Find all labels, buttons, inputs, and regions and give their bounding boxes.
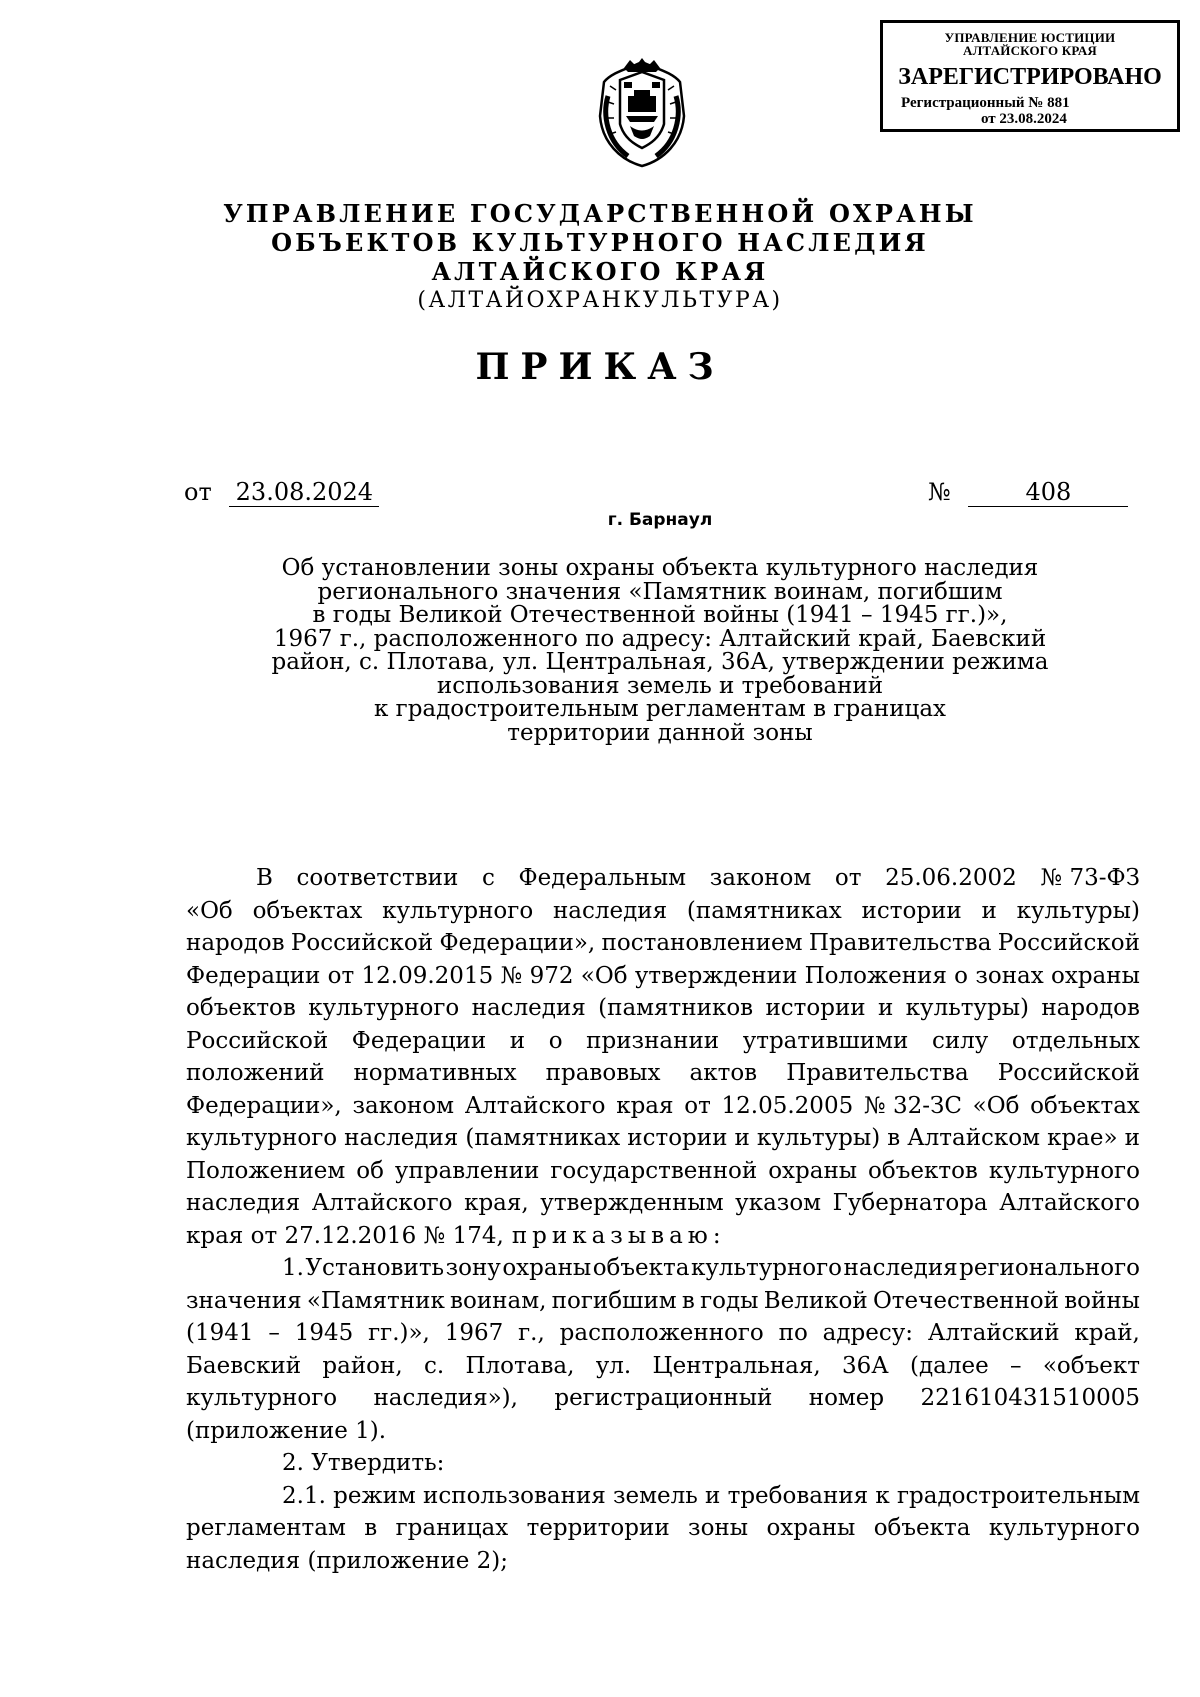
word: культуры) [1016,897,1140,924]
subject-line: территории данной зоны [507,719,813,746]
word: Федерации [186,962,321,989]
word: Алтайского [464,1092,606,1119]
word: объектов [186,995,296,1021]
word: утратившими [742,1027,909,1054]
stamp-dept-line1: УПРАВЛЕНИЕ ЮСТИЦИИ [944,30,1116,45]
word: истории [627,1125,728,1151]
word: Правительства [808,930,992,956]
word: воинам, [450,1287,547,1314]
word: Алтайского [311,1190,453,1216]
word: Федерации», [186,1092,342,1119]
document-subject [200,557,1120,745]
word: значения [186,1287,302,1314]
document-date [184,478,379,507]
word: 12.09.2015 [361,962,494,989]
date-prefix: от [184,478,212,506]
word: Алтайском [907,1125,1041,1151]
word: актов [689,1060,758,1086]
word: 221610431510005 [920,1385,1140,1411]
subject-line: к градостроительным регламентам в границах [373,696,947,722]
word: указом [735,1190,822,1216]
word: номер [808,1385,885,1411]
word: охраны [768,1157,858,1184]
word: в [887,1125,901,1151]
word: края [616,1092,674,1119]
word: законом [709,865,812,891]
org-header [0,199,1200,315]
word: Российской [290,930,434,956]
body-line [186,1187,1140,1220]
body-line [186,1252,1140,1285]
word: культурного [382,897,534,924]
body-line: 2. Утвердить: [282,1450,445,1476]
word: «Памятник [306,1287,445,1314]
word: регламентам [186,1515,346,1541]
document-number [928,478,1128,507]
word: 25.06.2002 [885,865,1017,891]
word: Великой [763,1287,868,1314]
word: Федеральным [518,865,687,891]
word: (памятников [598,995,754,1021]
word: в [364,1515,378,1541]
word: с [481,865,495,891]
body-line [186,960,1140,993]
body-line [186,1285,1140,1318]
subject-line: в годы Великой Отечественной войны (1941 – 1945 гг.)», [312,602,1008,628]
city: г. Барнаул [607,510,713,530]
word: (1941 [186,1320,254,1346]
word: объектов [868,1157,978,1184]
body-line [186,1220,1140,1253]
word: и [734,1125,750,1151]
word: гг.)», [368,1320,430,1346]
document-type: ПРИКАЗ [475,346,725,388]
word: земель [613,1482,698,1509]
word: наследия [471,995,586,1021]
word: культуры) [756,1125,881,1151]
body-line [186,1350,1140,1383]
word: ул. [595,1352,632,1379]
body-line [186,1480,1140,1513]
word: крае» [1047,1125,1118,1151]
date-value: 23.08.2024 [229,478,379,507]
word: Положением [186,1157,346,1184]
word: культурного [186,1385,338,1411]
subject-line: Об установлении зоны охраны объекта культурного наследия [281,555,1039,581]
registration-stamp [880,20,1180,132]
body-line [186,1382,1140,1415]
word: расположенного [559,1320,764,1346]
word: культурного [186,1125,338,1151]
word: 1967 [444,1320,504,1346]
word: регистрационный [554,1385,773,1411]
body-text: края от 27.12.2016 № 174, [186,1222,504,1249]
word: от [327,962,355,989]
word: 1945 [294,1320,354,1346]
body-line [186,862,1140,895]
word: № 73-ФЗ [1040,865,1140,891]
word: нормативных [353,1060,517,1086]
order-word: приказываю: [511,1222,726,1249]
word: соответствии [296,865,459,891]
word: по [778,1320,808,1346]
word: Правительства [786,1060,969,1086]
word: использования [423,1482,606,1509]
word: 1. [282,1255,304,1281]
word: и [705,1482,721,1509]
body-line [186,1057,1140,1090]
document-body [186,862,1140,1577]
word: культурного [690,1255,843,1281]
word: охраны [766,1515,856,1541]
word: (далее [910,1352,989,1379]
word: истории [765,995,866,1021]
word: объекта [873,1515,971,1541]
word: об [356,1157,384,1184]
word: края, [464,1190,529,1216]
word: Центральная, [652,1352,821,1379]
word: объектах [1030,1092,1140,1119]
word: годы [700,1287,759,1314]
word: объектах [252,897,363,924]
word: с. [423,1352,445,1379]
word: постановлением [601,930,803,956]
number-prefix: № [928,478,951,506]
body-line [186,1155,1140,1188]
org-line3: АЛТАЙСКОГО КРАЯ [431,257,769,286]
word: наследия [843,1255,958,1281]
word: от [834,865,862,891]
word: «Об [580,962,628,989]
word: и [981,897,997,924]
body-line: наследия (приложение 2); [186,1547,508,1574]
body-line [186,1090,1140,1123]
word: о [954,962,969,989]
word: народов [186,930,285,956]
org-line1: УПРАВЛЕНИЕ ГОСУДАРСТВЕННОЙ ОХРАНЫ [223,199,977,228]
word: Алтайского [999,1190,1140,1216]
word: Установить [305,1255,445,1281]
word: народов [1041,995,1140,1021]
word: Российской [997,1060,1140,1086]
word: зоны [688,1515,749,1541]
word: отдельных [1011,1027,1140,1054]
coat-of-arms-icon [594,56,690,170]
word: охраны [502,1255,592,1281]
subject-line: район, с. Плотава, ул. Центральная, 36А, утверждении режима [271,649,1049,675]
word: к [875,1482,890,1509]
word: Баевский [186,1352,302,1379]
word: объекта [592,1255,690,1281]
word: погибшим [551,1287,677,1314]
word: признании [586,1027,720,1054]
word: о [548,1027,563,1054]
word: и [877,995,894,1021]
word: г., [518,1320,545,1346]
word: – [268,1320,280,1346]
word: Плотава, [465,1352,575,1379]
word: (памятниках [465,1125,621,1151]
body-line [186,895,1140,928]
word: требования [727,1482,869,1509]
word: от [684,1092,711,1119]
word: Положения [804,962,947,989]
body-line [186,1512,1140,1545]
word: зону [445,1255,501,1281]
word: и [1124,1125,1140,1151]
word: Российской [997,930,1140,956]
word: наследия [552,897,668,924]
body-line [186,992,1140,1025]
subject-line: 1967 г., расположенного по адресу: Алтайский край, Баевский [273,625,1047,652]
word: территории [526,1515,670,1541]
stamp-reg-date: от 23.08.2024 [981,111,1067,127]
word: силу [931,1027,989,1054]
word: охраны [1051,962,1140,989]
word: правовых [545,1060,661,1086]
word: край, [1074,1320,1140,1346]
word: положений [186,1060,325,1086]
body-line [186,927,1140,960]
number-value: 408 [968,478,1128,507]
word: режим [333,1482,416,1509]
word: № 32-ЗС [863,1092,962,1119]
word: наследия [344,1125,459,1151]
stamp-reg-number: Регистрационный № 881 [901,95,1070,111]
word: в [681,1287,695,1314]
word: зонах [975,962,1044,989]
stamp-status: ЗАРЕГИСТРИРОВАНО [898,64,1162,90]
word: В [256,865,273,891]
word: утверждении [634,962,798,989]
word: и [509,1027,526,1054]
body-line [186,1122,1140,1155]
word: – [1010,1352,1022,1379]
subject-line: использования земель и требований [436,672,884,699]
stamp-dept-line2: АЛТАЙСКОГО КРАЯ [963,43,1097,58]
word: культурного [988,1515,1140,1541]
word: истории [861,897,962,924]
word: Губернатора [832,1190,988,1216]
org-line4: (АЛТАЙОХРАНКУЛЬТУРА) [417,288,783,313]
body-line [186,1317,1140,1350]
word: государственной [550,1157,758,1184]
word: Федерации», [439,930,596,956]
word: управлении [394,1157,540,1184]
word: адресу: [822,1320,914,1346]
body-line [186,1025,1140,1058]
word: Отечественной [872,1287,1059,1314]
word: № 972 [500,962,574,989]
word: утвержденным [540,1190,724,1216]
word: границах [395,1515,509,1541]
word: 12.05.2005 [721,1092,854,1119]
word: район, [322,1352,403,1379]
word: (памятниках [686,897,842,924]
org-line2: ОБЪЕКТОВ КУЛЬТУРНОГО НАСЛЕДИЯ [271,228,929,257]
subject-line: регионального значения «Памятник воинам, погибшим [317,578,1003,605]
word: наследия»), [373,1385,518,1411]
word: наследия [186,1190,301,1216]
body-line: (приложение 1). [186,1417,387,1444]
word: 2.1. [282,1482,326,1509]
word: регионального [959,1255,1140,1281]
word: законом [352,1092,454,1119]
word: градостроительным [897,1482,1140,1509]
word: «объект [1042,1352,1140,1379]
word: культурного [988,1157,1140,1184]
word: войны [1064,1287,1140,1314]
word: Алтайский [927,1320,1060,1346]
word: культуры) [905,995,1029,1021]
word: Российской [186,1027,329,1054]
word: 36А [842,1352,889,1379]
word: «Об [186,897,233,924]
word: культурного [308,995,460,1021]
word: «Об [972,1092,1020,1119]
word: Федерации [351,1027,487,1054]
